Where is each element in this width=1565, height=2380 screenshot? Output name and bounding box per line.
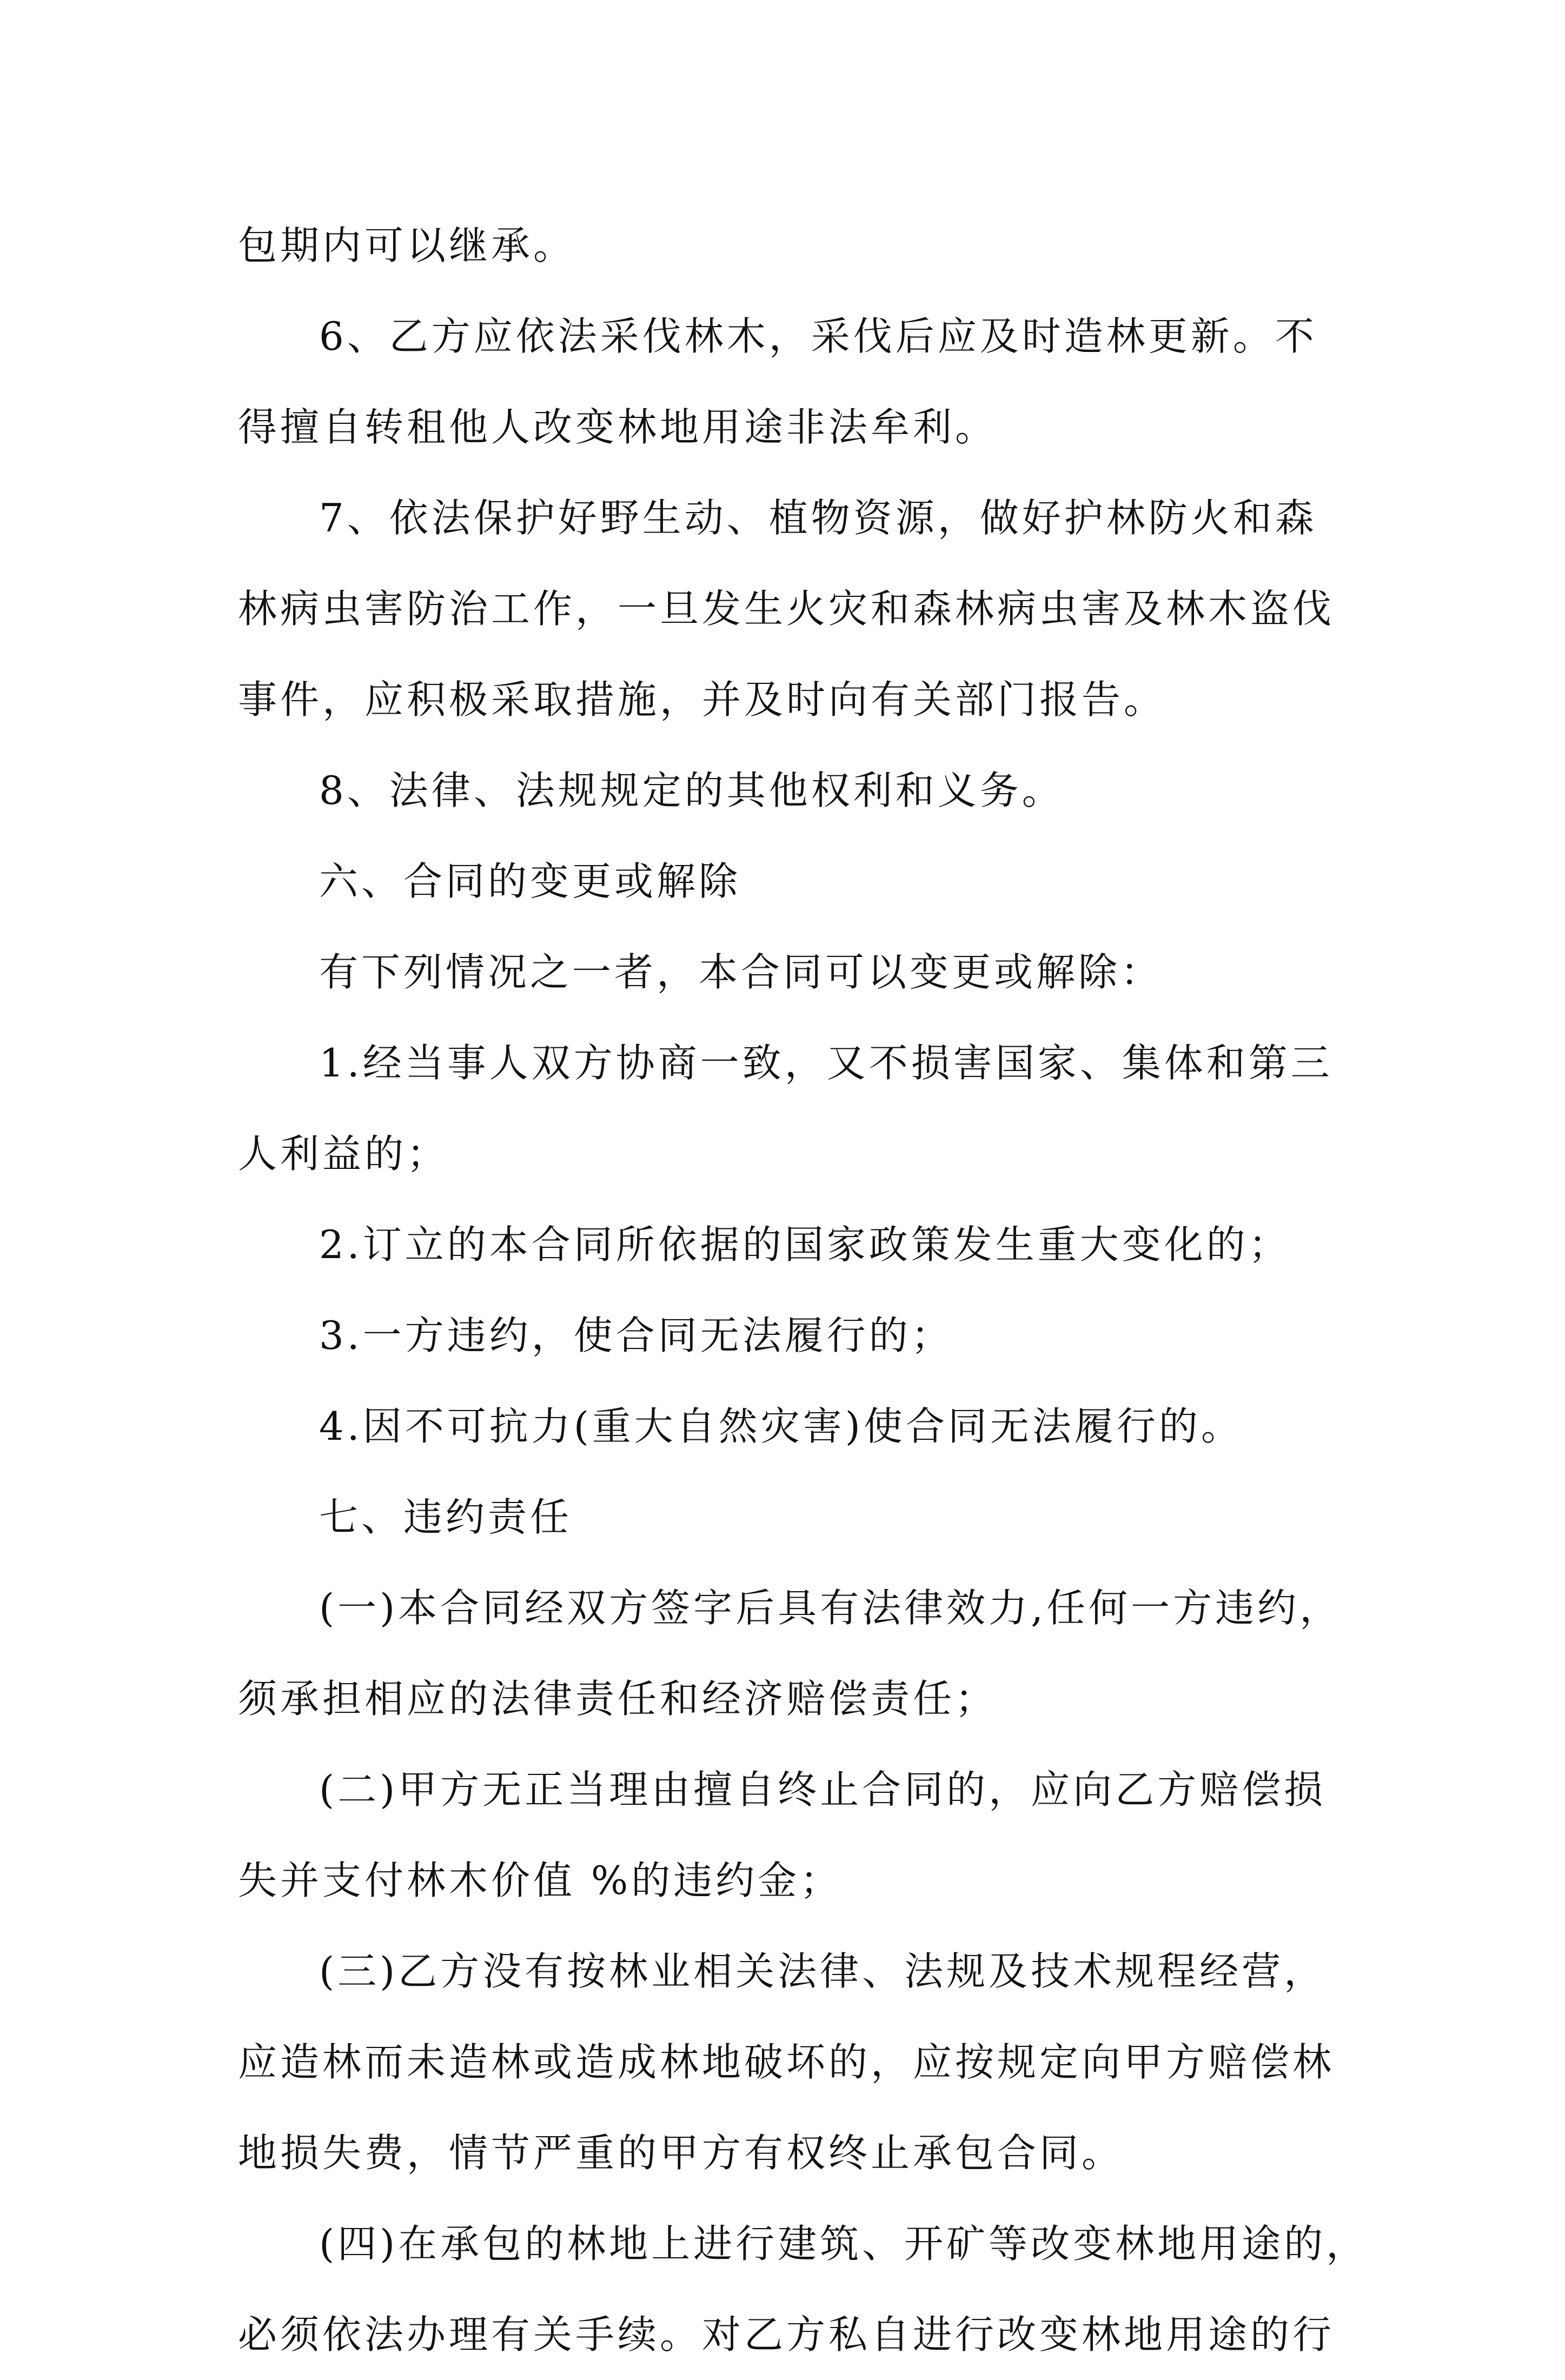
text-line: (一)本合同经双方签字后具有法律效力,任何一方违约， (319, 1585, 1342, 1631)
text-line: 人利益的； (238, 1131, 449, 1176)
text-line: 4.因不可抗力(重大自然灾害)使合同无法履行的。 (319, 1404, 1243, 1449)
text-line: 六、合同的变更或解除 (319, 859, 741, 904)
text-line: 应造林而未造林或造成林地破坏的，应按规定向甲方赔偿林 (238, 2039, 1335, 2085)
text-line: 1.经当事人双方协商一致，又不损害国家、集体和第三 (319, 1040, 1333, 1086)
text-line: 8、法律、法规规定的其他权利和义务。 (319, 768, 1064, 813)
text-line: 失并支付林木价值 %的违约金； (238, 1858, 843, 1903)
text-line: (四)在承包的林地上进行建筑、开矿等改变林地用途的， (319, 2221, 1369, 2266)
text-line: (二)甲方无正当理由擅自终止合同的，应向乙方赔偿损 (319, 1767, 1327, 1812)
document-body (238, 200, 1369, 2380)
text-line: 6、乙方应依法采伐林木，采伐后应及时造林更新。不 (319, 314, 1317, 359)
text-line: 得擅自转租他人改变林地用途非法牟利。 (238, 404, 998, 450)
text-line: 须承担相应的法律责任和经济赔偿责任； (238, 1676, 998, 1721)
text-line: 事件，应积极采取措施，并及时向有关部门报告。 (238, 677, 1166, 722)
text-line: 必须依法办理有关手续。对乙方私自进行改变林地用途的行 (238, 2312, 1335, 2357)
text-line: 林病虫害防治工作，一旦发生火灾和森林病虫害及林木盗伐 (238, 586, 1335, 631)
text-line: 2.订立的本合同所依据的国家政策发生重大变化的； (319, 1222, 1291, 1267)
text-line: 七、违约责任 (319, 1494, 573, 1540)
text-line: 包期内可以继承。 (238, 223, 576, 268)
text-line: 有下列情况之一者，本合同可以变更或解除： (319, 949, 1163, 995)
text-line: 7、依法保护好野生动、植物资源，做好护林防火和森 (319, 495, 1317, 541)
text-line: (三)乙方没有按林业相关法律、法规及技术规程经营， (319, 1949, 1327, 1994)
text-line: 3.一方违约，使合同无法履行的； (319, 1313, 953, 1358)
text-line: 地损失费，情节严重的甲方有权终止承包合同。 (238, 2130, 1124, 2176)
